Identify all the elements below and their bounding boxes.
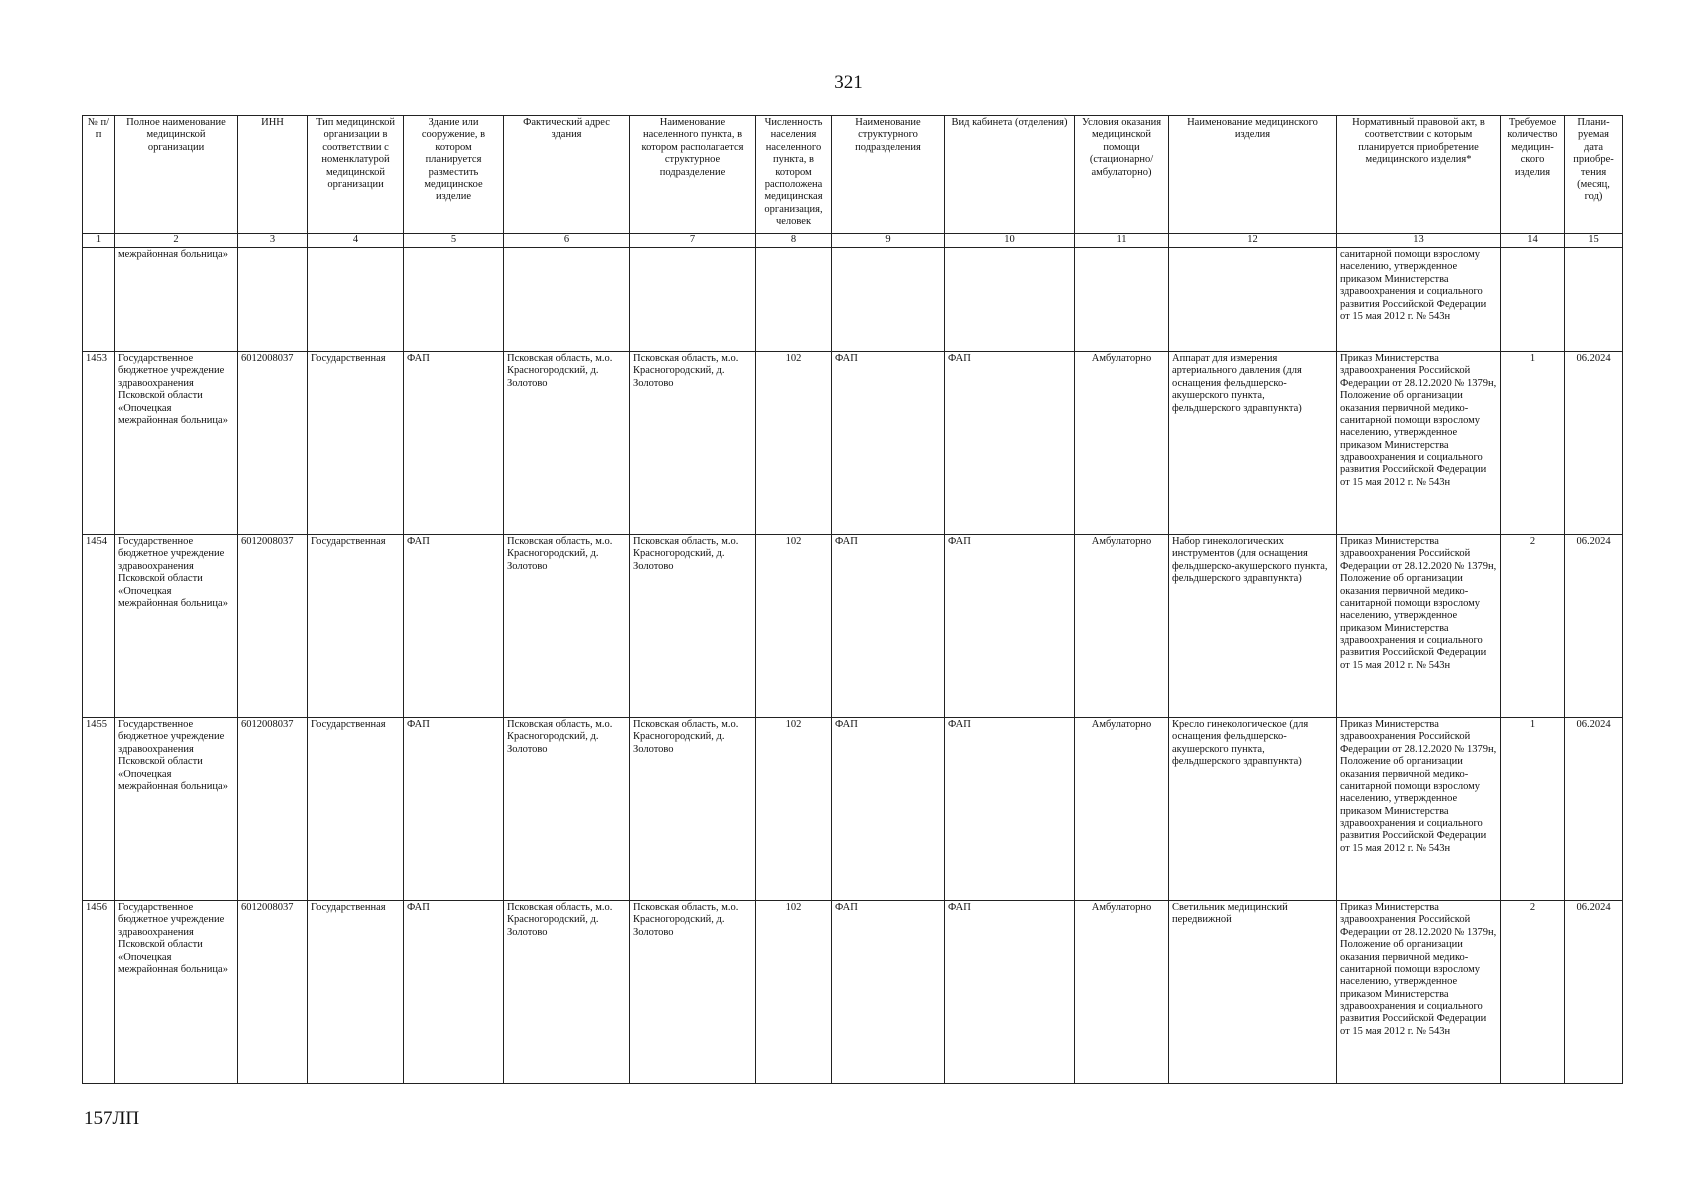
column-number: 6 xyxy=(504,234,630,248)
inn-cell: 6012008037 xyxy=(238,535,308,718)
table-row xyxy=(83,718,1623,901)
org-type-cell: Государственная xyxy=(308,535,404,718)
row-number-cell: 1456 xyxy=(83,901,115,1084)
legal-act-cell: Приказ Министерства здравоохранения Российской Федерации от 28.12.2020 № 1379н, Положение об организации оказания первичной медико-санитарной помощи взрослому населению, утвержденное приказом Министерства здравоохранения и социального развития Российской Федерации от 15 мая 2012 г. № 543н xyxy=(1337,535,1501,718)
column-header: Нормативный правовой акт, в соответствии с которым планируется приобретение медицинского изделия* xyxy=(1337,116,1501,234)
settlement-cell: Псковская область, м.о. Красногородский, д. Золотово xyxy=(630,901,756,1084)
building-cell: ФАП xyxy=(404,718,504,901)
column-number: 4 xyxy=(308,234,404,248)
quantity-cell: 1 xyxy=(1501,718,1565,901)
population-cell: 102 xyxy=(756,718,832,901)
column-number: 2 xyxy=(115,234,238,248)
org-type-cell: Государственная xyxy=(308,718,404,901)
inn-cell: 6012008037 xyxy=(238,901,308,1084)
population-cell: 102 xyxy=(756,901,832,1084)
unit-cell: ФАП xyxy=(832,535,945,718)
address-cell: Псковская область, м.о. Красногородский, д. Золотово xyxy=(504,718,630,901)
table-cell xyxy=(404,248,504,352)
column-number-row xyxy=(83,234,1623,248)
unit-cell: ФАП xyxy=(832,352,945,535)
column-number: 12 xyxy=(1169,234,1337,248)
legal-act-cell: Приказ Министерства здравоохранения Российской Федерации от 28.12.2020 № 1379н, Положение об организации оказания первичной медико-санитарной помощи взрослому населению, утвержденное приказом Министерства здравоохранения и социального развития Российской Федерации от 15 мая 2012 г. № 543н xyxy=(1337,901,1501,1084)
column-header: Здание или сооружение, в котором планируется разместить медицинское изделие xyxy=(404,116,504,234)
org-name-cell: Государственное бюджетное учреждение здравоохранения Псковской области «Опочецкая межрайонная больница» xyxy=(115,718,238,901)
org-name-cell: Государственное бюджетное учреждение здравоохранения Псковской области «Опочецкая межрайонная больница» xyxy=(115,352,238,535)
population-cell: 102 xyxy=(756,535,832,718)
org-name-cell: Государственное бюджетное учреждение здравоохранения Псковской области «Опочецкая межрайонная больница» xyxy=(115,535,238,718)
device-cell: Светильник медицинский передвижной xyxy=(1169,901,1337,1084)
column-header: Наименование структурного подразделения xyxy=(832,116,945,234)
population-cell: 102 xyxy=(756,352,832,535)
column-number: 11 xyxy=(1075,234,1169,248)
column-header: Плани-руемая дата приобре-тения (месяц, год) xyxy=(1565,116,1623,234)
unit-cell: ФАП xyxy=(832,718,945,901)
building-cell: ФАП xyxy=(404,352,504,535)
column-header: Условия оказания медицинской помощи (стационарно/ амбулаторно) xyxy=(1075,116,1169,234)
column-header: Численность населения населенного пункта, в котором расположена медицинская организация, человек xyxy=(756,116,832,234)
table-cell xyxy=(1501,248,1565,352)
column-header: Полное наименование медицинской организации xyxy=(115,116,238,234)
settlement-cell: Псковская область, м.о. Красногородский, д. Золотово xyxy=(630,352,756,535)
table-cell xyxy=(832,248,945,352)
table-cell xyxy=(630,248,756,352)
row-number-cell: 1453 xyxy=(83,352,115,535)
table-row xyxy=(83,352,1623,535)
building-cell: ФАП xyxy=(404,535,504,718)
column-header: Наименование медицинского изделия xyxy=(1169,116,1337,234)
address-cell: Псковская область, м.о. Красногородский, д. Золотово xyxy=(504,535,630,718)
device-cell: Набор гинекологических инструментов (для оснащения фельдшерско-акушерского пункта, фельдшерского здравпункта) xyxy=(1169,535,1337,718)
continuation-row xyxy=(83,248,1623,352)
column-number: 1 xyxy=(83,234,115,248)
column-number: 10 xyxy=(945,234,1075,248)
column-number: 9 xyxy=(832,234,945,248)
table-cell xyxy=(238,248,308,352)
document-code: 157ЛП xyxy=(84,1108,140,1129)
date-cell: 06.2024 xyxy=(1565,901,1623,1084)
quantity-cell: 2 xyxy=(1501,901,1565,1084)
address-cell: Псковская область, м.о. Красногородский, д. Золотово xyxy=(504,901,630,1084)
column-number: 5 xyxy=(404,234,504,248)
inn-cell: 6012008037 xyxy=(238,718,308,901)
date-cell: 06.2024 xyxy=(1565,535,1623,718)
org-type-cell: Государственная xyxy=(308,901,404,1084)
column-header: ИНН xyxy=(238,116,308,234)
equipment-table xyxy=(82,115,1623,1084)
org-name-cell: межрайонная больница» xyxy=(115,248,238,352)
building-cell: ФАП xyxy=(404,901,504,1084)
column-number: 14 xyxy=(1501,234,1565,248)
row-number-cell: 1454 xyxy=(83,535,115,718)
cabinet-cell: ФАП xyxy=(945,901,1075,1084)
conditions-cell: Амбулаторно xyxy=(1075,535,1169,718)
legal-act-cell: санитарной помощи взрослому населению, утвержденное приказом Министерства здравоохранения и социального развития Российской Федерации от 15 мая 2012 г. № 543н xyxy=(1337,248,1501,352)
conditions-cell: Амбулаторно xyxy=(1075,901,1169,1084)
column-number: 13 xyxy=(1337,234,1501,248)
page-number: 321 xyxy=(834,72,863,93)
cabinet-cell: ФАП xyxy=(945,718,1075,901)
cabinet-cell: ФАП xyxy=(945,352,1075,535)
quantity-cell: 2 xyxy=(1501,535,1565,718)
conditions-cell: Амбулаторно xyxy=(1075,352,1169,535)
unit-cell: ФАП xyxy=(832,901,945,1084)
column-header: Фактический адрес здания xyxy=(504,116,630,234)
table-cell xyxy=(945,248,1075,352)
column-header: № п/п xyxy=(83,116,115,234)
org-name-cell: Государственное бюджетное учреждение здравоохранения Псковской области «Опочецкая межрайонная больница» xyxy=(115,901,238,1084)
table-row xyxy=(83,535,1623,718)
column-header: Тип медицинской организации в соответствии с номенклатурой медицинской организации xyxy=(308,116,404,234)
column-header: Вид кабинета (отделения) xyxy=(945,116,1075,234)
conditions-cell: Амбулаторно xyxy=(1075,718,1169,901)
table-cell xyxy=(1169,248,1337,352)
settlement-cell: Псковская область, м.о. Красногородский, д. Золотово xyxy=(630,718,756,901)
table-cell xyxy=(1075,248,1169,352)
column-number: 3 xyxy=(238,234,308,248)
org-type-cell: Государственная xyxy=(308,352,404,535)
column-header: Наименование населенного пункта, в котором располагается структурное подразделение xyxy=(630,116,756,234)
address-cell: Псковская область, м.о. Красногородский, д. Золотово xyxy=(504,352,630,535)
table-cell xyxy=(756,248,832,352)
column-number: 8 xyxy=(756,234,832,248)
legal-act-cell: Приказ Министерства здравоохранения Российской Федерации от 28.12.2020 № 1379н, Положение об организации оказания первичной медико-санитарной помощи взрослому населению, утвержденное приказом Министерства здравоохранения и социального развития Российской Федерации от 15 мая 2012 г. № 543н xyxy=(1337,718,1501,901)
column-number: 15 xyxy=(1565,234,1623,248)
device-cell: Аппарат для измерения артериального давления (для оснащения фельдшерско-акушерского пункта, фельдшерского здравпункта) xyxy=(1169,352,1337,535)
table-cell xyxy=(504,248,630,352)
table-cell xyxy=(1565,248,1623,352)
quantity-cell: 1 xyxy=(1501,352,1565,535)
table-cell xyxy=(83,248,115,352)
table-row xyxy=(83,901,1623,1084)
date-cell: 06.2024 xyxy=(1565,718,1623,901)
header-row xyxy=(83,116,1623,234)
device-cell: Кресло гинекологическое (для оснащения фельдшерско-акушерского пункта, фельдшерского здравпункта) xyxy=(1169,718,1337,901)
legal-act-cell: Приказ Министерства здравоохранения Российской Федерации от 28.12.2020 № 1379н, Положение об организации оказания первичной медико-санитарной помощи взрослому населению, утвержденное приказом Министерства здравоохранения и социального развития Российской Федерации от 15 мая 2012 г. № 543н xyxy=(1337,352,1501,535)
column-number: 7 xyxy=(630,234,756,248)
row-number-cell: 1455 xyxy=(83,718,115,901)
inn-cell: 6012008037 xyxy=(238,352,308,535)
cabinet-cell: ФАП xyxy=(945,535,1075,718)
date-cell: 06.2024 xyxy=(1565,352,1623,535)
settlement-cell: Псковская область, м.о. Красногородский, д. Золотово xyxy=(630,535,756,718)
column-header: Требуемое количество медицин-ского изделия xyxy=(1501,116,1565,234)
table-cell xyxy=(308,248,404,352)
